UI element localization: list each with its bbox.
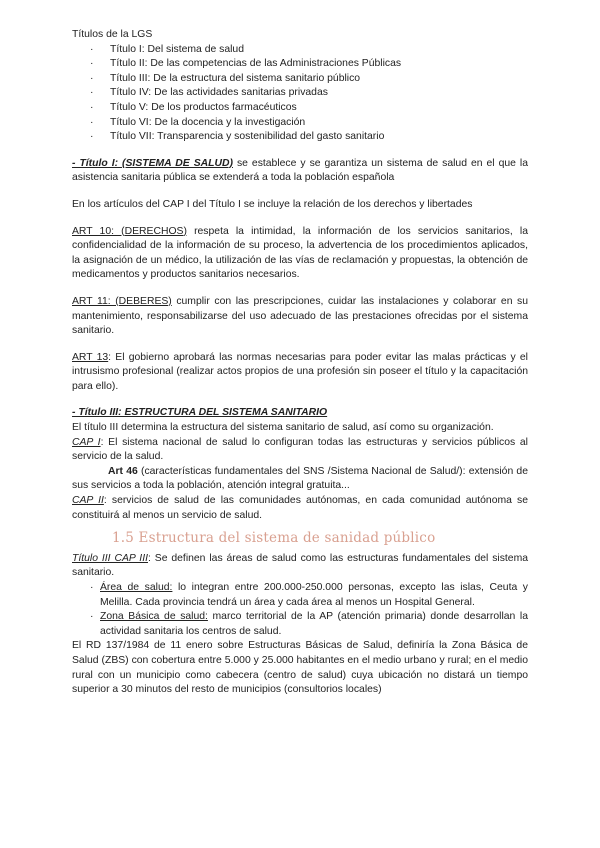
list-item: · Título IV: De las actividades sanitarias privadas <box>72 86 528 101</box>
list-item: · Título II: De las competencias de las Administraciones Públicas <box>72 57 528 72</box>
art11-label: ART 11: (DEBERES) <box>72 295 172 307</box>
bullet-icon: · <box>90 101 94 113</box>
cap2-label: CAP II <box>72 495 104 507</box>
rd-paragraph: El RD 137/1984 de 11 enero sobre Estructuras Básicas de Salud, definiría la Zona Básica de Salud (ZBS) con cobertura entre 5.000 y 25.000 habitantes en el medio urbano y rural; en el medio rural con un municipio como cabecera (centro de salud) cuya ubicación no distará un tiempo superior a 30 minutos del resto de municipios (consultorios locales) <box>72 640 528 696</box>
titulo1-label: - Título I: (SISTEMA DE SALUD) <box>72 157 233 169</box>
tit3cap3-label: Título III CAP III <box>72 552 148 564</box>
list-item: · Título I: Del sistema de salud <box>72 43 528 58</box>
area-item: · Área de salud: lo integran entre 200.000-250.000 personas, excepto las islas, Ceuta y Melilla. Cada provincia tendrá un área y cada área al menos un Hospital General. <box>90 582 529 608</box>
bullet-icon: · <box>90 87 94 99</box>
cap1-paragraph: En los artículos del CAP I del Título I se incluye la relación de los derechos y libertades <box>72 198 473 210</box>
cap2-paragraph: CAP II: servicios de salud de las comunidades autónomas, en cada comunidad autónoma se constituirá al menos un servicio de salud. <box>72 495 528 521</box>
art46-label: Art 46 <box>108 465 138 477</box>
art13-paragraph: ART 13: El gobierno aprobará las normas necesarias para poder evitar las malas prácticas y el intrusismo profesional (realizar actos propios de una profesión sin poseer el título y la capacitación para ello). <box>72 351 528 392</box>
bullet-icon: · <box>90 611 94 623</box>
art10-paragraph: ART 10: (DERECHOS) respeta la intimidad, la información de los servicios sanitarios, la confidencialidad de la información de su proceso, la advertencia de los procedimientos aplicados, la asignación de un médico, la utilización de las vías de reclamación y propuestas, la obtención de medicamentos y productos sanitarios necesarios. <box>72 225 528 281</box>
bullet-icon: · <box>90 58 94 70</box>
titulo3-heading: - Título III: ESTRUCTURA DEL SISTEMA SANITARIO <box>72 407 328 419</box>
section-heading: 1.5 Estructura del sistema de sanidad público <box>112 530 436 547</box>
art10-label: ART 10: (DERECHOS) <box>72 225 187 237</box>
zona-item: · Zona Básica de salud: marco territorial de la AP (atención primaria) donde desarrollan la actividad sanitaria los centros de salud. <box>90 611 528 637</box>
list-item: · Título VI: De la docencia y la investigación <box>72 116 528 131</box>
list-item: · Título III: De la estructura del sistema sanitario público <box>72 72 528 87</box>
art11-paragraph: ART 11: (DEBERES) cumplir con las prescripciones, cuidar las instalaciones y colaborar en su mantenimiento, responsabilizarse del uso adecuado de las prestaciones ofrecidas por el sistema sanitario. <box>72 295 528 337</box>
titulos-heading: Títulos de la LGS <box>72 29 153 40</box>
bullet-icon: · <box>90 582 94 593</box>
bullet-icon: · <box>90 116 94 128</box>
document-page <box>72 28 528 698</box>
titulos-list <box>72 43 528 145</box>
area-label: Área de salud: <box>100 582 173 593</box>
cap1-structure-paragraph: CAP I: El sistema nacional de salud lo configuran todas las estructuras y servicios públicos al servicio de la salud. <box>72 436 528 463</box>
list-item: · Título V: De los productos farmacéuticos <box>72 101 528 116</box>
tit3cap3-paragraph: Título III CAP III: Se definen las áreas de salud como las estructuras fundamentales del sistema sanitario. <box>72 552 528 579</box>
zona-label: Zona Básica de salud: <box>100 611 208 623</box>
titulo1-paragraph: - Título I: (SISTEMA DE SALUD) se establece y se garantiza un sistema de salud en el que la asistencia sanitaria pública se extenderá a toda la población española <box>72 157 528 184</box>
art46-paragraph: Art 46 (características fundamentales del SNS /Sistema Nacional de Salud/): extensión de sus servicios a toda la población, atención integral gratuita... <box>72 465 528 492</box>
list-item: · Título VII: Transparencia y sostenibilidad del gasto sanitario <box>72 130 528 145</box>
art13-label: ART 13 <box>72 351 109 363</box>
bullet-icon: · <box>90 43 94 55</box>
cap1-label: CAP I <box>72 436 101 448</box>
bullet-icon: · <box>90 72 94 84</box>
titulo3-intro: El título III determina la estructura del sistema sanitario de salud, así como su organización. <box>72 422 494 434</box>
bullet-icon: · <box>90 131 94 143</box>
